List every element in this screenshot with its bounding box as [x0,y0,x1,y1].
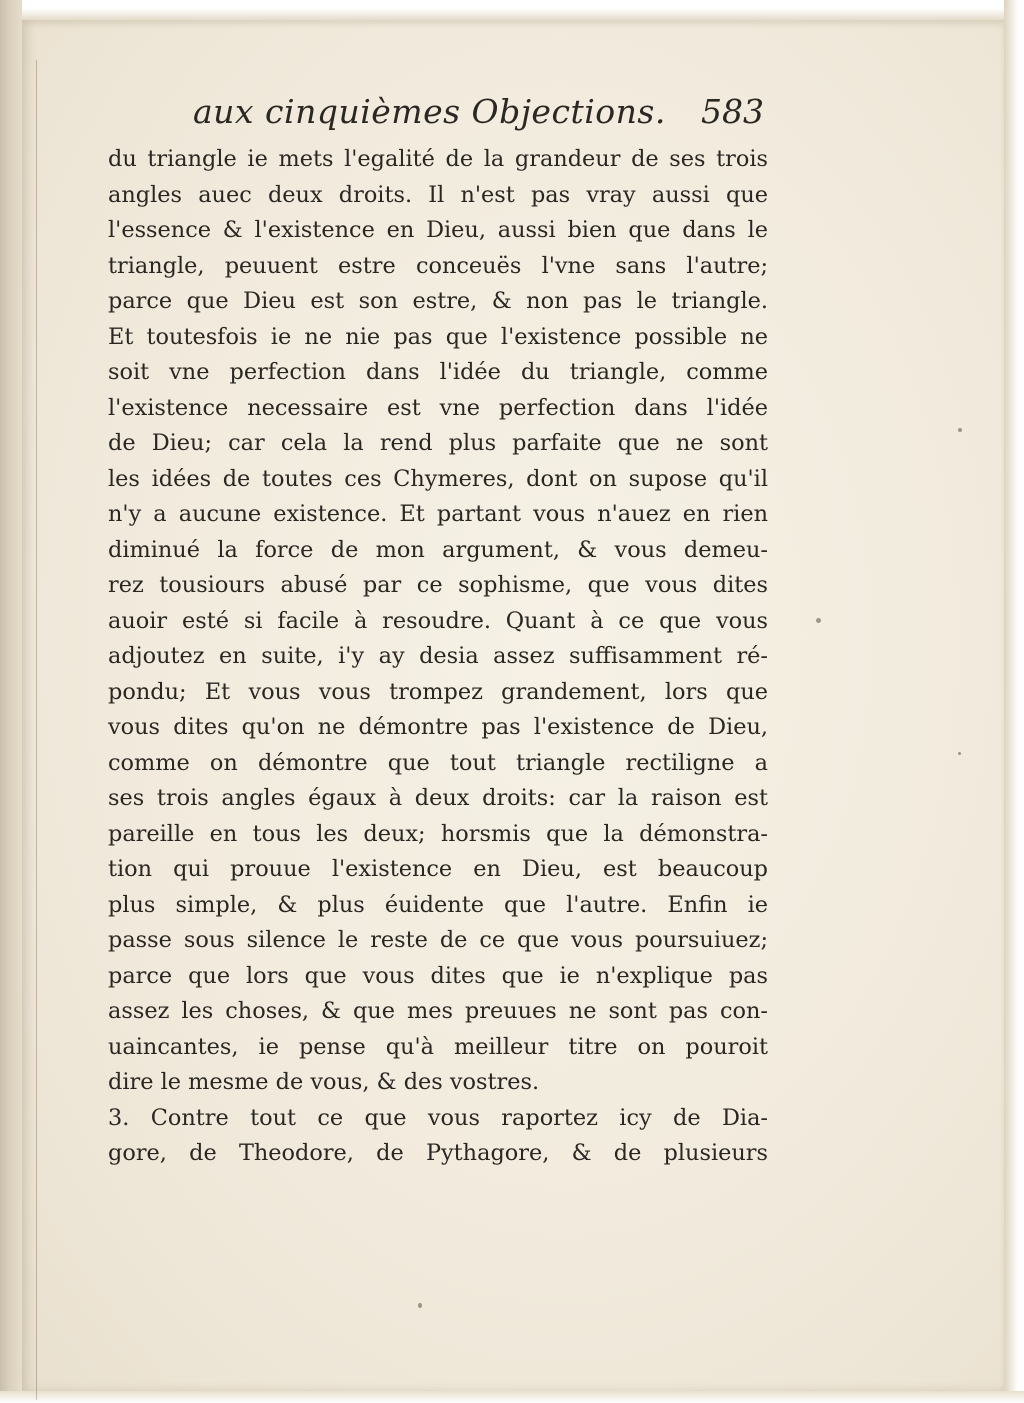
paper-speck [958,428,962,432]
page-number: 583 [701,92,764,131]
text-line: passe sous silence le reste de ce que vous poursuiuez; [108,927,768,953]
text-line: angles auec deux droits. Il n'est pas vray aussi que [108,181,768,208]
paper-speck [418,1303,422,1308]
page-edge-top [22,0,1024,20]
page-edge-left [0,0,22,1403]
text-line: dire le mesme de vous, & des vostres. [108,1069,540,1095]
text-line: plus simple, & plus éuidente que l'autre. Enfin ie [108,891,768,918]
text-line: de Dieu; car cela la rend plus parfaite que ne sont [108,430,768,456]
text-line: gore, de Theodore, de Pythagore, & de plusieurs [108,1140,768,1166]
text-line: pareille en tous les deux; horsmis que la démonstra- [108,820,768,847]
text-line: adjoutez en suite, i'y ay desia assez suffisamment ré- [108,643,768,669]
text-line: assez les choses, & que mes preuues ne sont pas con- [108,998,768,1024]
gutter-line [36,60,37,1400]
body-text [108,142,768,1172]
text-line: l'essence & l'existence en Dieu, aussi bien que dans le [108,217,768,243]
text-line: n'y a aucune existence. Et partant vous n'auez en rien [108,501,768,527]
text-line: diminué la force de mon argument, & vous demeu- [108,536,768,563]
text-line: triangle, peuuent estre conceuës l'vne sans l'autre; [108,252,768,279]
text-line: ses trois angles égaux à deux droits: car la raison est [108,785,768,811]
text-line: comme on démontre que tout triangle rectiligne a [108,749,768,776]
page-edge-bottom [0,1391,1024,1403]
paper-speck [958,752,961,755]
text-line: soit vne perfection dans l'idée du triangle, comme [108,359,768,385]
text-line: rez tousiours abusé par ce sophisme, que vous dites [108,572,768,598]
text-line: pondu; Et vous vous trompez grandement, lors que [108,678,768,705]
text-line: parce que lors que vous dites que ie n'explique pas [108,962,768,989]
text-line: l'existence necessaire est vne perfection dans l'idée [108,394,768,421]
text-line: auoir esté si facile à resoudre. Quant à ce que vous [108,607,768,634]
text-line: 3. Contre tout ce que vous raportez icy de Dia- [108,1104,768,1131]
text-line: les idées de toutes ces Chymeres, dont on supose qu'il [108,465,768,492]
text-line: du triangle ie mets l'egalité de la grandeur de ses trois [108,146,768,172]
text-line: tion qui prouue l'existence en Dieu, est beaucoup [108,856,768,882]
text-line: parce que Dieu est son estre, & non pas le triangle. [108,288,768,314]
page-header [90,92,780,136]
text-line: Et toutesfois ie ne nie pas que l'existence possible ne [108,323,768,350]
text-line: uaincantes, ie pense qu'à meilleur titre on pouroit [108,1033,768,1060]
running-head: aux cinquièmes Objections. [193,92,666,131]
page-edge-right [1004,0,1024,1403]
text-line: vous dites qu'on ne démontre pas l'existence de Dieu, [108,714,768,740]
paper-speck [816,618,821,623]
